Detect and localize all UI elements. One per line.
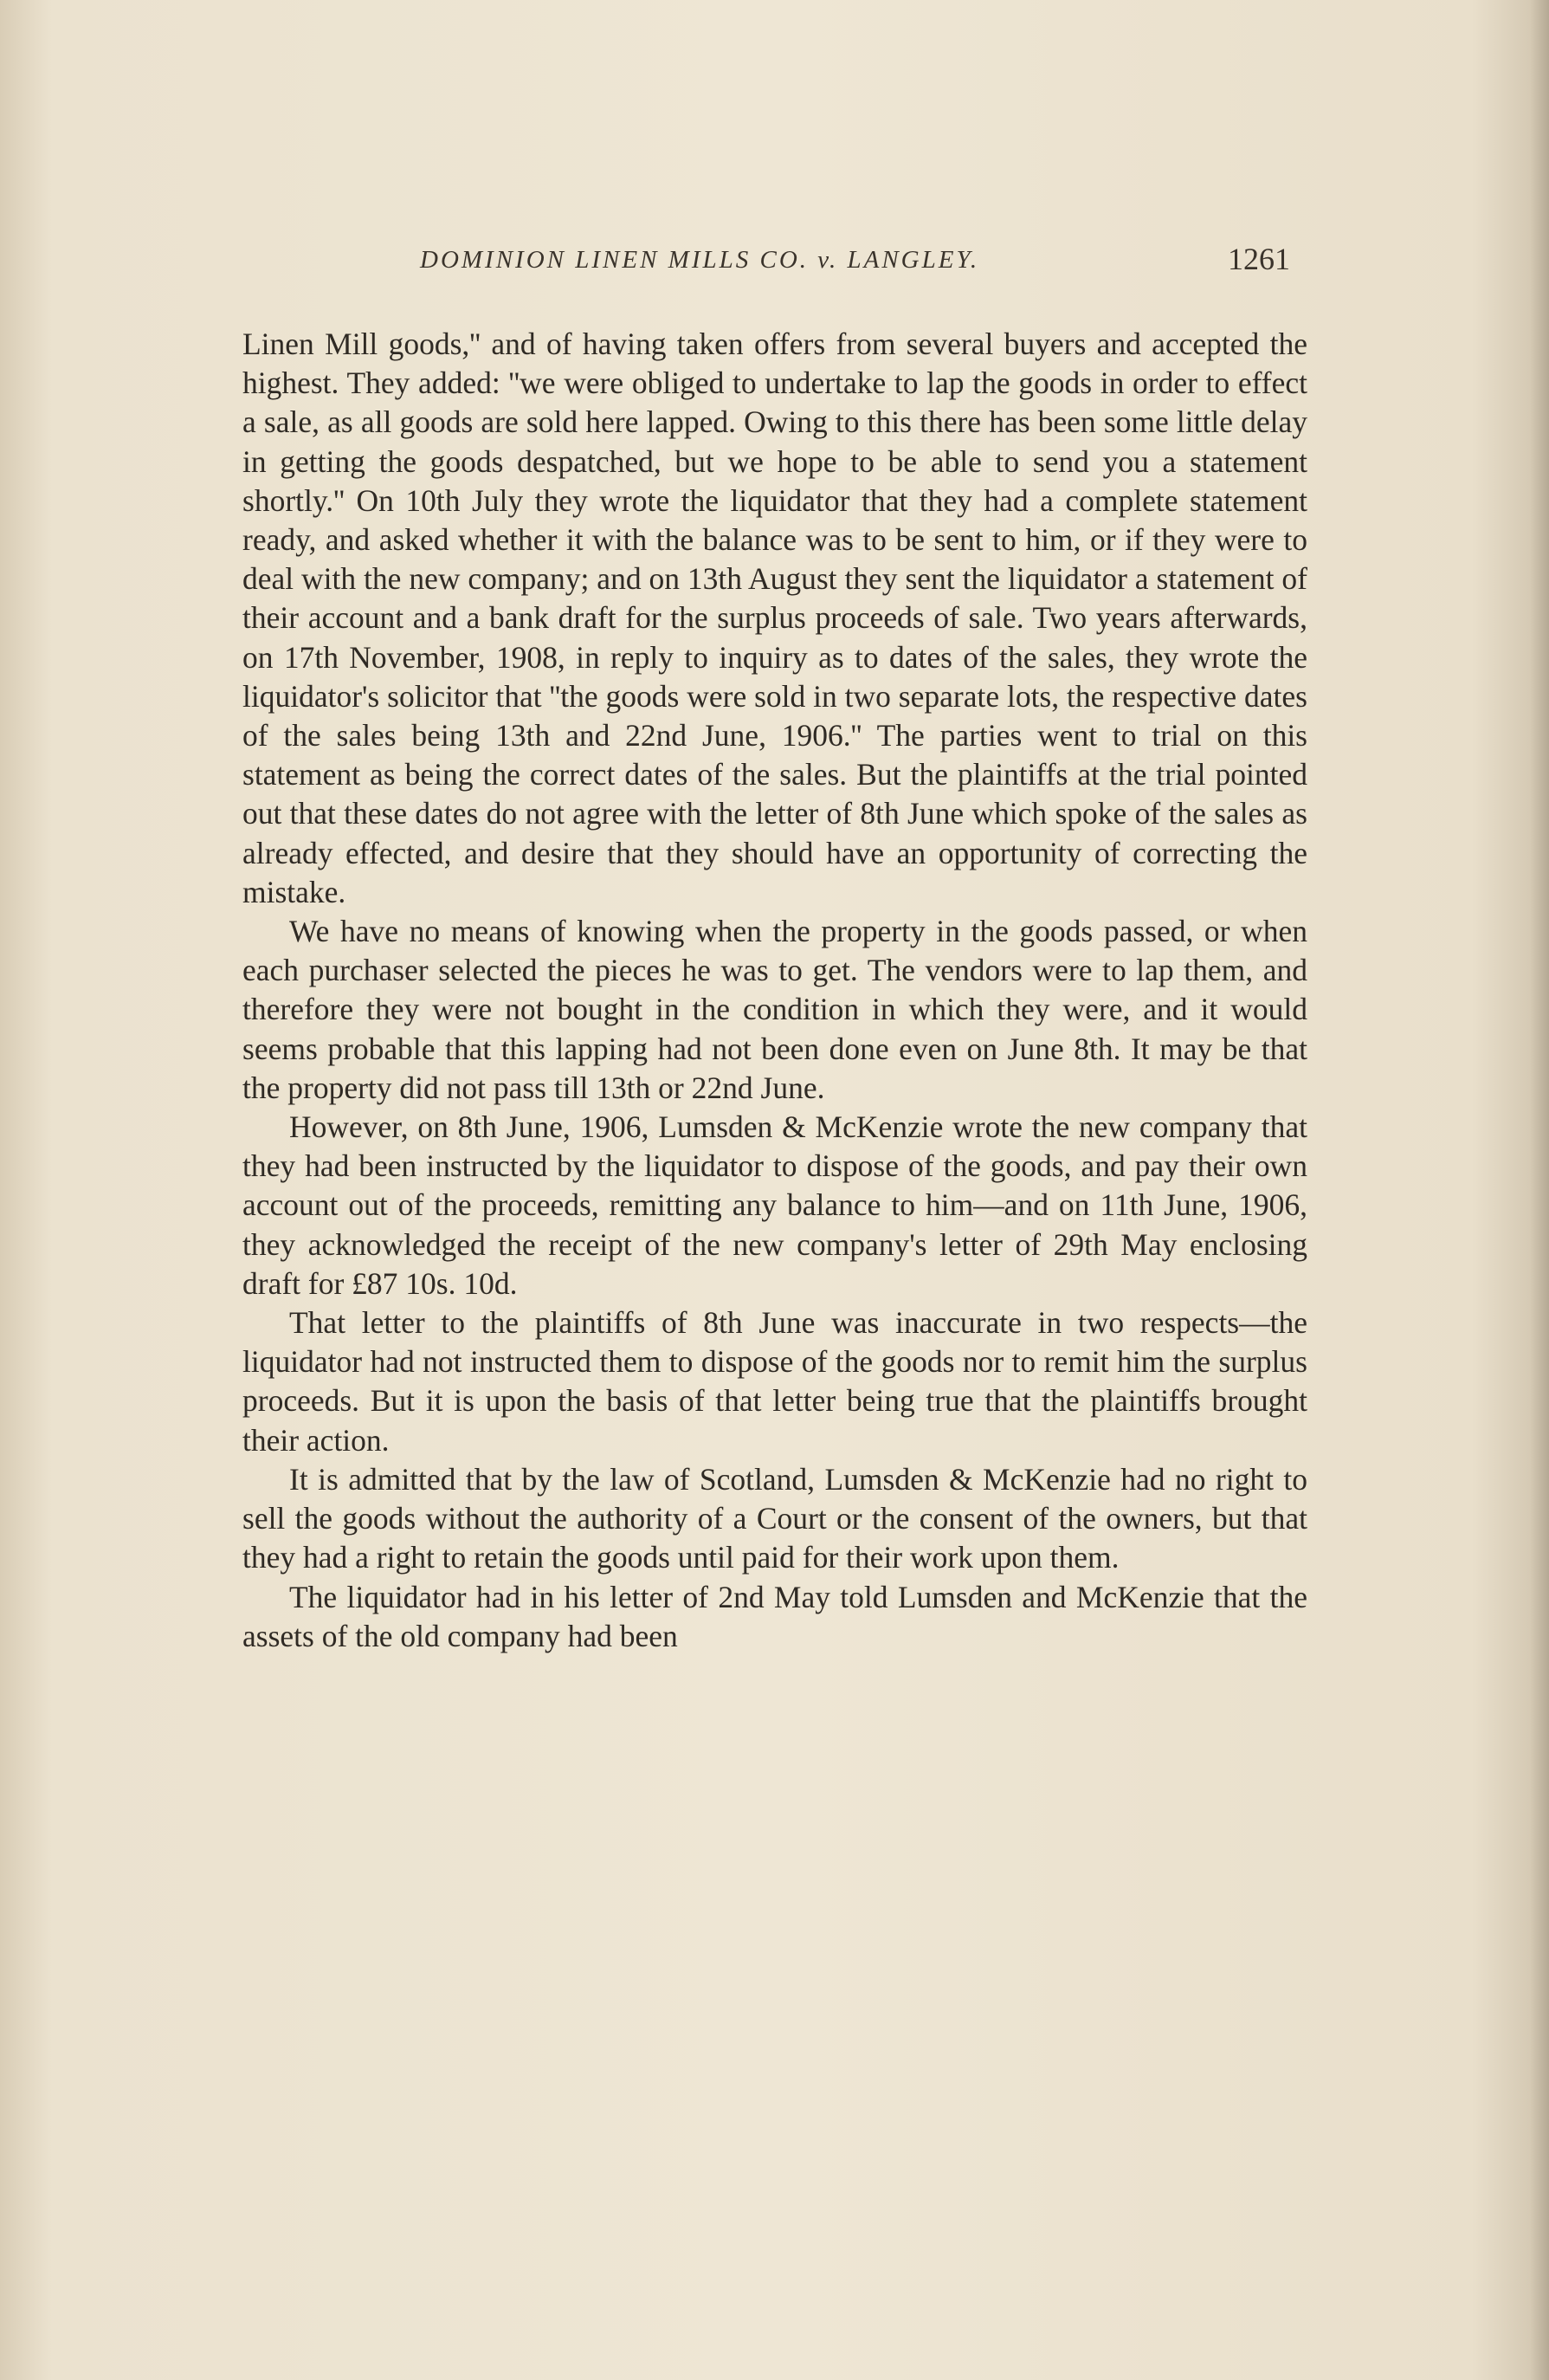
page-edge-shadow	[1530, 0, 1549, 2380]
paragraph: The liquidator had in his letter of 2nd May told Lumsden and McKenzie that the assets of the old company had been	[242, 1579, 1307, 1653]
page-number: 1261	[1228, 242, 1290, 276]
body-text	[242, 325, 1307, 1656]
paragraph: It is admitted that by the law of Scotland, Lumsden & McKenzie had no right to sell the goods without the authority of a Court or the consent of the owners, but that they had a right to retain the goods until paid for their work upon them.	[242, 1461, 1307, 1575]
paragraph: We have no means of knowing when the property in the goods passed, or when each purchaser selected the pieces he was to get. The vendors were to lap them, and therefore they were not bought in the condition in which they were, and it would seems probable that this lapping had not been done even on June 8th. It may be that the property did not pass till 13th or 22nd June.	[242, 914, 1307, 1105]
running-head	[242, 239, 1290, 282]
running-title: DOMINION LINEN MILLS CO. v. LANGLEY.	[420, 246, 980, 274]
paragraph-continued: Linen Mill goods,'' and of having taken offers from several buyers and accepted the highest. They added: ''we were obliged to undertake to lap the goods in order to effect a sale, as all goods are sold here lapped. Owing to this there has been some little delay in getting the goods despatched, but we hope to be able to send you a statement shortly.'' On 10th July they wrote the liquidator that they had a complete statement ready, and asked whether it with the balance was to be sent to him, or if they were to deal with the new company; and on 13th August they sent the liquidator a statement of their account and a bank draft for the surplus proceeds of sale. Two years afterwards, on 17th November, 1908, in reply to inquiry as to dates of the sales, they wrote the liquidator's solicitor that ''the goods were sold in two separate lots, the respective dates of the sales being 13th and 22nd June, 1906.'' The parties went to trial on this statement as being the correct dates of the sales. But the plaintiffs at the trial pointed out that these dates do not agree with the letter of 8th June which spoke of the sales as already effected, and desire that they should have an opportunity of correcting the mistake.	[242, 327, 1307, 909]
paragraph: That letter to the plaintiffs of 8th June was inaccurate in two respects—the liquidator had not instructed them to dispose of the goods nor to remit him the surplus proceeds. But it is upon the basis of that letter being true that the plaintiffs brought their action.	[242, 1305, 1307, 1458]
paragraph: However, on 8th June, 1906, Lumsden & McKenzie wrote the new company that they had been instructed by the liquidator to dispose of the goods, and pay their own account out of the proceeds, remitting any balance to him—and on 11th June, 1906, they acknowledged the receipt of the new company's letter of 29th May enclosing draft for £87 10s. 10d.	[242, 1109, 1307, 1301]
